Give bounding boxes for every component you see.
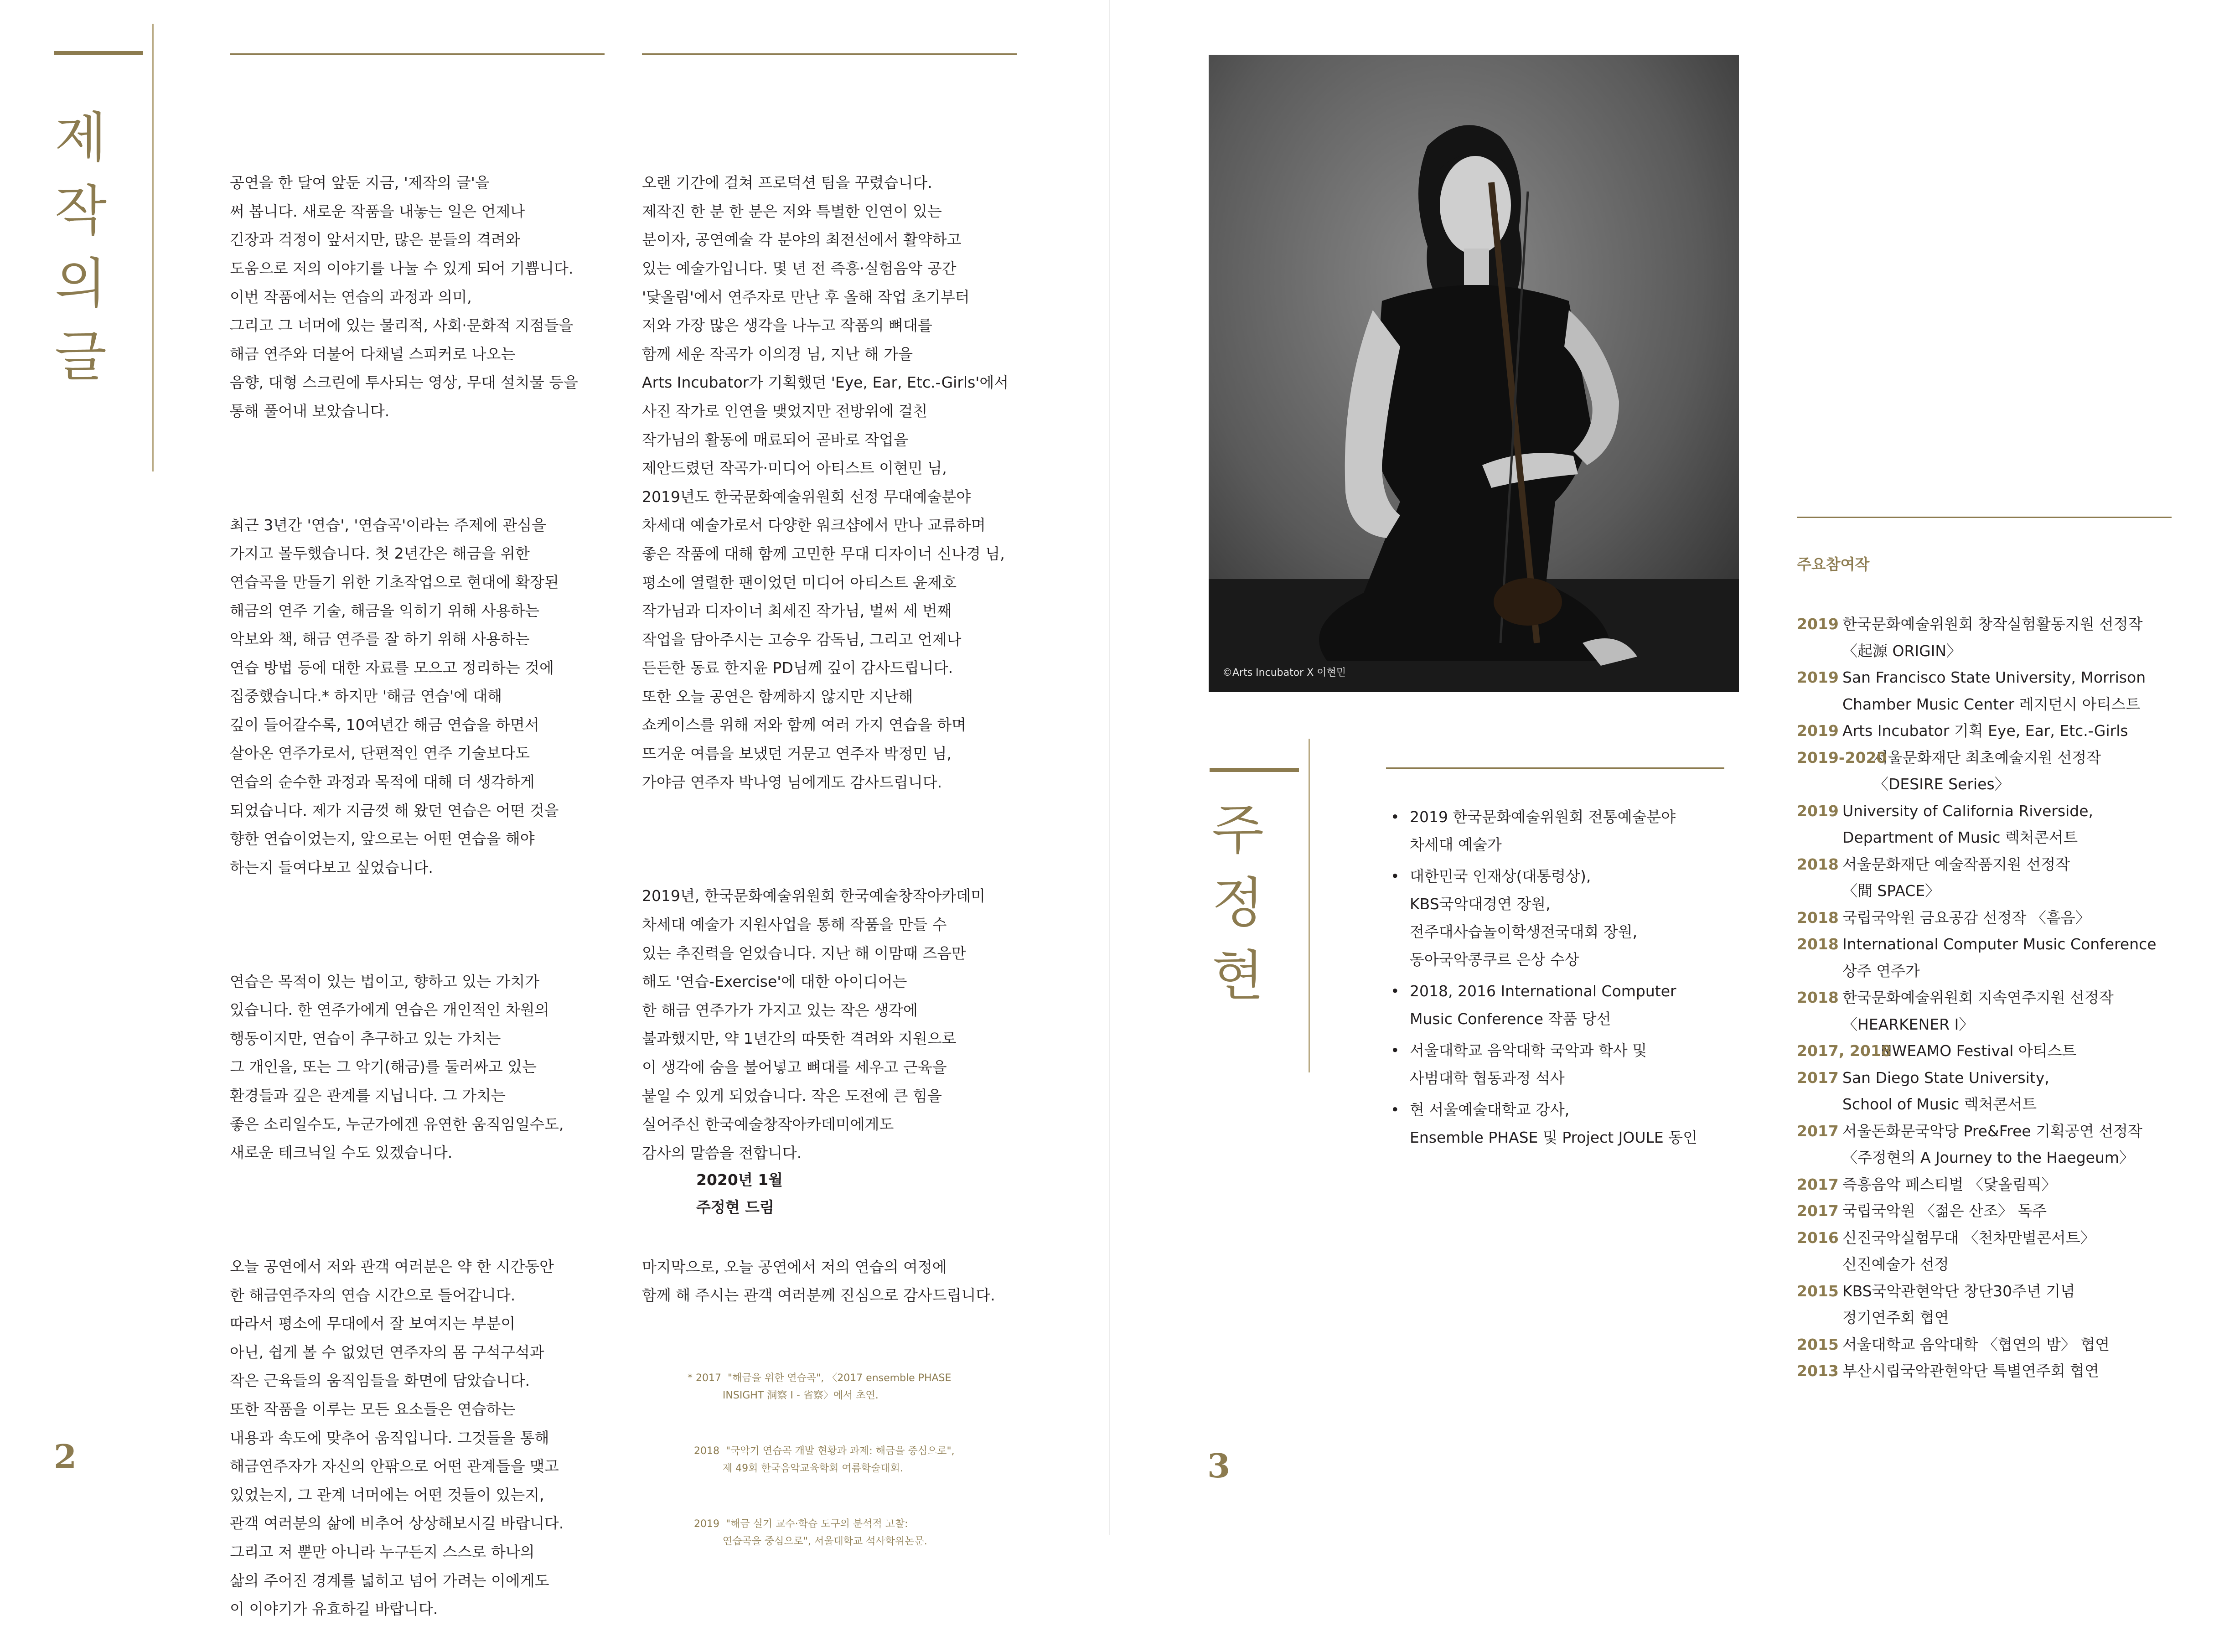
work-item: [1797, 611, 2157, 664]
bio-item: • 2018, 2016 International Computer Music Conference 작품 당선: [1391, 977, 1697, 1033]
work-text: San Francisco State University, Morrison Chamber Music Center 레지던시 아티스트: [1842, 668, 2146, 713]
performer-bio-list: [1391, 803, 1697, 1151]
work-text: San Diego State University, School of Music 렉처콘서트: [1842, 1068, 2049, 1113]
work-year: 2019: [1797, 615, 1839, 633]
bio-item: • 2019 한국문화예술위원회 전통예술분야 차세대 예술가: [1391, 803, 1697, 859]
work-text: International Computer Music Conference 상주 연주가: [1842, 935, 2157, 980]
title-char: 의: [55, 252, 107, 315]
essay-paragraph: 오늘 공연에서 저와 관객 여러분은 약 한 시간동안 한 해금연주자의 연습 시간으로 들어갑니다. 따라서 평소에 무대에서 잘 보여지는 부분이 아닌, 쉽게 볼 수 없었던 연주자의 몸 구석구석과 작은 근육들의 움직임들을 화면에 담았습니다. 또한 작품을 이루는 모든 요소들은 연습하는 내용과 속도에 맞추어 움직입니다. 그것들을 통해 해금연주자가 자신의 안팎으로 어떤 관계들을 맺고 있었는지, 그 관계 너머에는 어떤 것들이 있는지, 관객 여러분의 삶에 비추어 상상해보시길 바랍니다. 그리고 저 뿐만 아니라 누구든지 스스로 하나의 삶의 주어진 경계를 넓히고 넘어 가려는 이에게도 이 이야기가 유효하길 바랍니다.: [230, 1257, 564, 1618]
essay-paragraph: 2019년, 한국문화예술위원회 한국예술창작아카데미 차세대 예술가 지원사업을 통해 작품을 만들 수 있는 추진력을 얻었습니다. 지난 해 이맘때 즈음만 해도 '연습-Exercise'에 대한 아이디어는 한 해금 연주가가 가지고 있는 작은 생각에 불과했지만, 약 1년간의 따뜻한 격려와 지원으로 이 생각에 숨을 불어넣고 뼈대를 세우고 근육을 붙일 수 있게 되었습니다. 작은 도전에 큰 힘을 실어주신 한국예술창작아카데미에게도 감사의 말씀을 전합니다.: [642, 887, 986, 1162]
work-item: [1797, 718, 2157, 745]
col1-top-rule: [230, 53, 605, 55]
bio-item: • 현 서울예술대학교 강사, Ensemble PHASE 및 Project JOULE 동인: [1391, 1096, 1697, 1151]
work-item: [1797, 1358, 2157, 1385]
work-text: 한국문화예술위원회 지속연주지원 선정작 〈HEARKENER I〉: [1842, 989, 2114, 1033]
work-year: 2013: [1797, 1362, 1839, 1380]
essay-column-2: [642, 112, 1009, 1338]
work-year: 2016: [1797, 1228, 1839, 1247]
page-number-left: 2: [54, 1437, 77, 1476]
footnotes: [688, 1335, 955, 1568]
work-year: 2017: [1797, 1122, 1839, 1140]
work-item: [1797, 851, 2157, 905]
work-item: [1797, 1065, 2157, 1118]
work-text: 서울문화재단 예술작품지원 선정작 〈間 SPACE〉: [1842, 855, 2070, 900]
work-item: [1797, 984, 2157, 1038]
work-text: NWEAMO Festival 아티스트: [1881, 1042, 2077, 1060]
page-number-right: 3: [1207, 1446, 1231, 1485]
signature-date: 2020년 1월: [696, 1171, 783, 1189]
work-text: 한국문화예술위원회 창작실험활동지원 선정작 〈起源 ORIGIN〉: [1842, 615, 2143, 660]
work-item: [1797, 1171, 2157, 1198]
work-text: 국립국악원 〈젊은 산조〉 독주: [1842, 1202, 2047, 1220]
performer-name-vertical: [1204, 793, 1272, 1012]
signature-name: 주정현 드림: [696, 1198, 774, 1216]
col2-top-rule: [642, 53, 1017, 55]
essay-paragraph: 연습은 목적이 있는 법이고, 향하고 있는 가치가 있습니다. 한 연주가에게 연습은 개인적인 차원의 행동이지만, 연습이 추구하고 있는 가치는 그 개인을, 또는 그 악기(해금)를 둘러싸고 있는 환경들과 깊은 관계를 지닙니다. 그 가치는 좋은 소리일수도, 누군가에겐 유연한 움직임일수도, 새로운 테크닉일 수도 있겠습니다.: [230, 972, 564, 1162]
work-text: KBS국악관현악단 창단30주년 기념 정기연주회 협연: [1842, 1282, 2075, 1326]
work-item: [1797, 745, 2157, 798]
work-year: 2017: [1797, 1175, 1839, 1193]
work-text: 즉흥음악 페스티벌 〈닻올림픽〉: [1842, 1175, 2057, 1193]
work-year: 2019: [1797, 668, 1839, 686]
bio-item: • 서울대학교 음악대학 국악과 학사 및 사범대학 협동과정 석사: [1391, 1036, 1697, 1092]
essay-paragraph: 공연을 한 달여 앞둔 지금, '제작의 글'을 써 봅니다. 새로운 작품을 내놓는 일은 언제나 긴장과 걱정이 앞서지만, 많은 분들의 격려와 도움으로 저의 이야기를 나눌 수 있게 되어 기쁩니다. 이번 작품에서는 연습의 과정과 의미, 그리고 그 너머에 있는 물리적, 사회·문화적 지점들을 해금 연주와 더불어 다채널 스피커로 나오는 음향, 대형 스크린에 투사되는 영상, 무대 설치물 등을 통해 풀어내 보았습니다.: [230, 174, 578, 420]
page-title-vertical: [47, 101, 115, 393]
title-char: 글: [55, 325, 107, 388]
work-text: 서울문화재단 최초예술지원 선정작 〈DESIRE Series〉: [1873, 748, 2101, 793]
work-year: 2018: [1797, 908, 1839, 927]
work-year: 2015: [1797, 1335, 1839, 1353]
work-text: University of California Riverside, Department of Music 렉처콘서트: [1842, 802, 2094, 846]
work-item: [1797, 1198, 2157, 1225]
work-year: 2017: [1797, 1202, 1839, 1220]
footnote: 2019 "해금 실기 교수·학습 도구의 분석적 고찰: 연습곡을 중심으로", 서울대학교 석사학위논문.: [693, 1518, 927, 1547]
performer-photo-image: [1209, 55, 1739, 692]
work-year: 2018: [1797, 935, 1839, 953]
title-divider: [152, 24, 154, 471]
bio-top-rule: [1386, 767, 1724, 769]
work-year: 2015: [1797, 1282, 1839, 1300]
work-text: 서울돈화문국악당 Pre&Free 기획공연 선정작 〈주정현의 A Journey to the Haegeum〉: [1842, 1122, 2142, 1166]
performer-photo: [1209, 55, 1739, 692]
work-text: 부산시립국악관현악단 특별연주회 협연: [1842, 1362, 2099, 1380]
name-char: 주: [1212, 798, 1264, 861]
essay-paragraph: 오랜 기간에 걸쳐 프로덕션 팀을 꾸렸습니다. 제작진 한 분 한 분은 저와 특별한 인연이 있는 분이자, 공연예술 각 분야의 최전선에서 활약하고 있는 예술가입니다. 몇 년 전 즉흥·실험음악 공간 '닻올림'에서 연주자로 만난 후 올해 작업 초기부터 저와 가장 많은 생각을 나누고 작품의 뼈대를 함께 세운 작곡가 이의경 님, 지난 해 가을 Arts Incubator가 기획했던 'Eye, Ear, Etc.-Girls'에서 사진 작가로 인연을 맺었지만 전방위에 걸친 작가님의 활동에 매료되어 곧바로 작업을 제안드렸던 작곡가·미디어 아티스트 이현민 님, 2019년도 한국문화예술위원회 선정 무대예술분야 차세대 예술가로서 다양한 워크샵에서 만나 교류하며 좋은 작품에 대해 함께 고민한 무대 디자이너 신나경 님, 평소에 열렬한 팬이었던 미디어 아티스트 윤제호 작가님과 디자이너 최세진 작가님, 벌써 세 번째 작업을 담아주시는 고승우 감독님, 그리고 언제나 든든한 동료 한지윤 PD님께 깊이 감사드립니다. 또한 오늘 공연은 함께하지 않지만 지난해 쇼케이스를 위해 저와 함께 여러 가지 연습을 하며 뜨거운 여름을 보냈던 거문고 연주자 박정민 님, 가야금 연주자 박나영 님에게도 감사드립니다.: [642, 174, 1009, 791]
page-spine: [1109, 0, 1110, 1535]
work-text: Arts Incubator 기획 Eye, Ear, Etc.-Girls: [1842, 722, 2128, 740]
work-item: [1797, 1038, 2157, 1065]
work-item: [1797, 1118, 2157, 1171]
name-divider: [1309, 739, 1310, 1072]
work-item: [1797, 1331, 2157, 1358]
essay-column-1: [230, 112, 578, 1652]
name-char: 현: [1212, 944, 1264, 1007]
essay-paragraph: 최근 3년간 '연습', '연습곡'이라는 주제에 관심을 가지고 몰두했습니다. 첫 2년간은 해금을 위한 연습곡을 만들기 위한 기초작업으로 현대에 확장된 해금의 연주 기술, 해금을 익히기 위해 사용하는 악보와 책, 해금 연주를 잘 하기 위해 사용하는 연습 방법 등에 대한 자료를 모으고 정리하는 것에 집중했습니다.* 하지만 '해금 연습'에 대해 깊이 들어갈수록, 10여년간 해금 연습을 하면서 살아온 연주가로서, 단편적인 연주 기술보다도 연습의 순수한 과정과 목적에 대해 더 생각하게 되었습니다. 제가 지금껏 해 왔던 연습은 어떤 것을 향한 연습이었는지, 앞으로는 어떤 연습을 해야 하는지 들여다보고 싶었습니다.: [230, 516, 559, 876]
work-item: [1797, 798, 2157, 851]
essay-paragraph: 마지막으로, 오늘 공연에서 저의 연습의 여정에 함께 해 주시는 관객 여러분께 진심으로 감사드립니다.: [642, 1258, 995, 1305]
footnote: * 2017 "해금을 위한 연습곡", 〈2017 ensemble PHASE INSIGHT 洞察 I - 省察〉에서 초연.: [688, 1372, 952, 1401]
work-text: 국립국악원 금요공감 선정작 〈흩음〉: [1842, 908, 2090, 927]
name-char: 정: [1212, 871, 1264, 934]
works-heading: 주요참여작: [1797, 555, 1870, 573]
works-top-rule: [1797, 517, 2172, 518]
photo-credit: ©Arts Incubator X 이현민: [1222, 667, 1346, 678]
works-list: [1797, 611, 2157, 1385]
work-year: 2019: [1797, 722, 1839, 740]
signature-block: [696, 1166, 783, 1221]
title-top-rule: [54, 51, 143, 55]
work-item: [1797, 1278, 2157, 1331]
work-year: 2018: [1797, 989, 1839, 1006]
title-char: 작: [55, 179, 107, 242]
work-year: 2019-2020: [1797, 748, 1887, 766]
work-item: [1797, 664, 2157, 718]
work-text: 서울대학교 음악대학 〈협연의 밤〉 협연: [1842, 1335, 2110, 1353]
footnote: 2018 "국악기 연습곡 개발 현황과 과제: 해금을 중심으로", 제 49회 한국음악교육학회 여름학술대회.: [693, 1445, 955, 1474]
work-year: 2017: [1797, 1068, 1839, 1087]
work-item: [1797, 1225, 2157, 1278]
name-top-rule: [1210, 768, 1299, 772]
bio-item: • 대한민국 인재상(대통령상), KBS국악대경연 장원, 전주대사습놀이학생전국대회 장원, 동아국악콩쿠르 은상 수상: [1391, 862, 1697, 974]
work-year: 2018: [1797, 855, 1839, 873]
work-item: [1797, 905, 2157, 932]
work-item: [1797, 931, 2157, 984]
work-year: 2019: [1797, 802, 1839, 820]
work-year: 2017, 2018: [1797, 1042, 1892, 1060]
title-char: 제: [55, 106, 107, 169]
work-text: 신진국악실험무대 〈천차만별콘서트〉 신진예술가 선정: [1842, 1228, 2095, 1273]
